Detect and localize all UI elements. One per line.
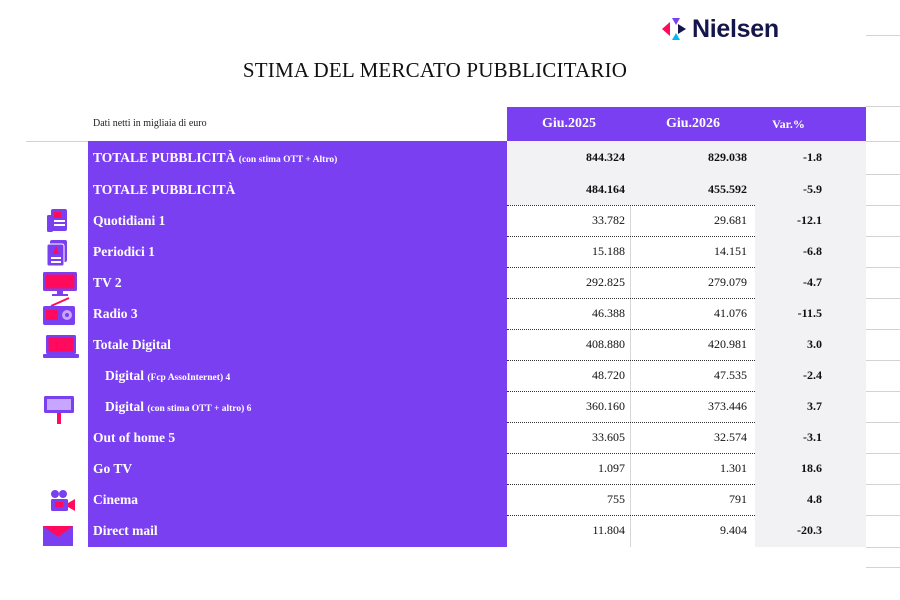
cell-var: -12.1 [797,213,822,227]
edge-line [866,453,900,454]
edge-line [866,141,900,142]
cell-2025: 360.160 [586,399,625,413]
cell-2026: 41.076 [714,306,747,320]
billboard-icon [44,396,74,424]
cell-2025: 292.825 [586,275,625,289]
edge-line [866,515,900,516]
cell-var: -20.3 [797,523,822,537]
cell-var: 3.7 [807,399,822,413]
cell-2026: 47.535 [714,368,747,382]
edge-line [866,329,900,330]
cell-2025: 15.188 [592,244,625,258]
row-label-totale-digital: Totale Digital [93,337,171,352]
row-label-direct-mail: Direct mail [93,523,158,538]
cell-2026: 1.301 [720,461,747,475]
cell-2026: 455.592 [708,182,747,196]
row-label-go-tv: Go TV [93,461,133,476]
row-label-digital-ott: Digital (con stima OTT + altro) 6 [105,399,252,414]
row-label-tv: TV 2 [93,275,122,290]
cell-2026: 791 [729,492,747,506]
cell-2025: 1.097 [598,461,625,475]
nielsen-logo [656,14,779,44]
cell-2025: 11.804 [592,523,625,537]
cell-2026: 420.981 [708,337,747,351]
cell-var: 18.6 [801,461,822,475]
row-label-cinema: Cinema [93,492,138,507]
edge-line [866,106,900,107]
row-label-quotidiani: Quotidiani 1 [93,213,166,228]
table-subtitle: Dati netti in migliaia di euro [93,118,207,129]
cell-2026: 9.404 [720,523,747,537]
edge-line [866,484,900,485]
edge-line [866,174,900,175]
edge-line [26,141,88,142]
cell-2025: 755 [607,492,625,506]
edge-line [866,391,900,392]
cell-var: 4.8 [807,492,822,506]
envelope-icon [43,526,73,546]
cell-2026: 373.446 [708,399,747,413]
cell-2025: 844.324 [586,150,625,164]
cell-2025: 48.720 [592,368,625,382]
edge-line [866,298,900,299]
cell-2025: 33.605 [592,430,625,444]
edge-line [866,35,900,36]
edge-line [866,422,900,423]
cell-2025: 33.782 [592,213,625,227]
cell-2025: 408.880 [586,337,625,351]
edge-line [866,267,900,268]
radio-icon [43,297,75,325]
cell-2025: 46.388 [592,306,625,320]
edge-line [866,567,900,568]
row-label-digital-fcp: Digital (Fcp AssoInternet) 4 [105,368,231,383]
cell-var: -5.9 [803,182,822,196]
cell-var: -11.5 [797,306,822,320]
cell-var: -2.4 [803,368,822,382]
magazine-icon [47,240,69,266]
cell-2025: 484.164 [586,182,625,196]
cell-2026: 14.151 [714,244,747,258]
row-label-totale-pubblicita: TOTALE PUBBLICITÀ [93,182,236,197]
cell-2026: 29.681 [714,213,747,227]
laptop-icon [43,335,79,359]
edge-line [866,547,900,548]
column-header-var: Var.% [772,117,805,131]
brand-name: Nielsen [692,14,779,43]
edge-line [866,360,900,361]
cell-var: -6.8 [803,244,822,258]
cell-var: 3.0 [807,337,822,351]
cell-var: -3.1 [803,430,822,444]
page-title: STIMA DEL MERCATO PUBBLICITARIO [242,58,628,82]
column-header-2026: Giu.2026 [665,116,721,131]
nielsen-mark-icon [656,14,690,44]
column-header-2025: Giu.2025 [541,116,597,131]
row-label-totale-pubblicita-ott: TOTALE PUBBLICITÀ (con stima OTT + Altro) [93,150,338,165]
row-label-out-of-home: Out of home 5 [93,430,176,445]
cell-2026: 32.574 [714,430,747,444]
row-label-periodici: Periodici 1 [93,244,155,259]
row-label-radio: Radio 3 [93,306,138,321]
cell-2026: 279.079 [708,275,747,289]
cell-var: -4.7 [803,275,822,289]
edge-line [866,205,900,206]
movie-camera-icon [50,489,76,513]
cell-2026: 829.038 [708,150,747,164]
newspaper-icon [46,209,68,233]
tv-icon [43,272,77,296]
edge-line [866,236,900,237]
cell-var: -1.8 [803,150,822,164]
